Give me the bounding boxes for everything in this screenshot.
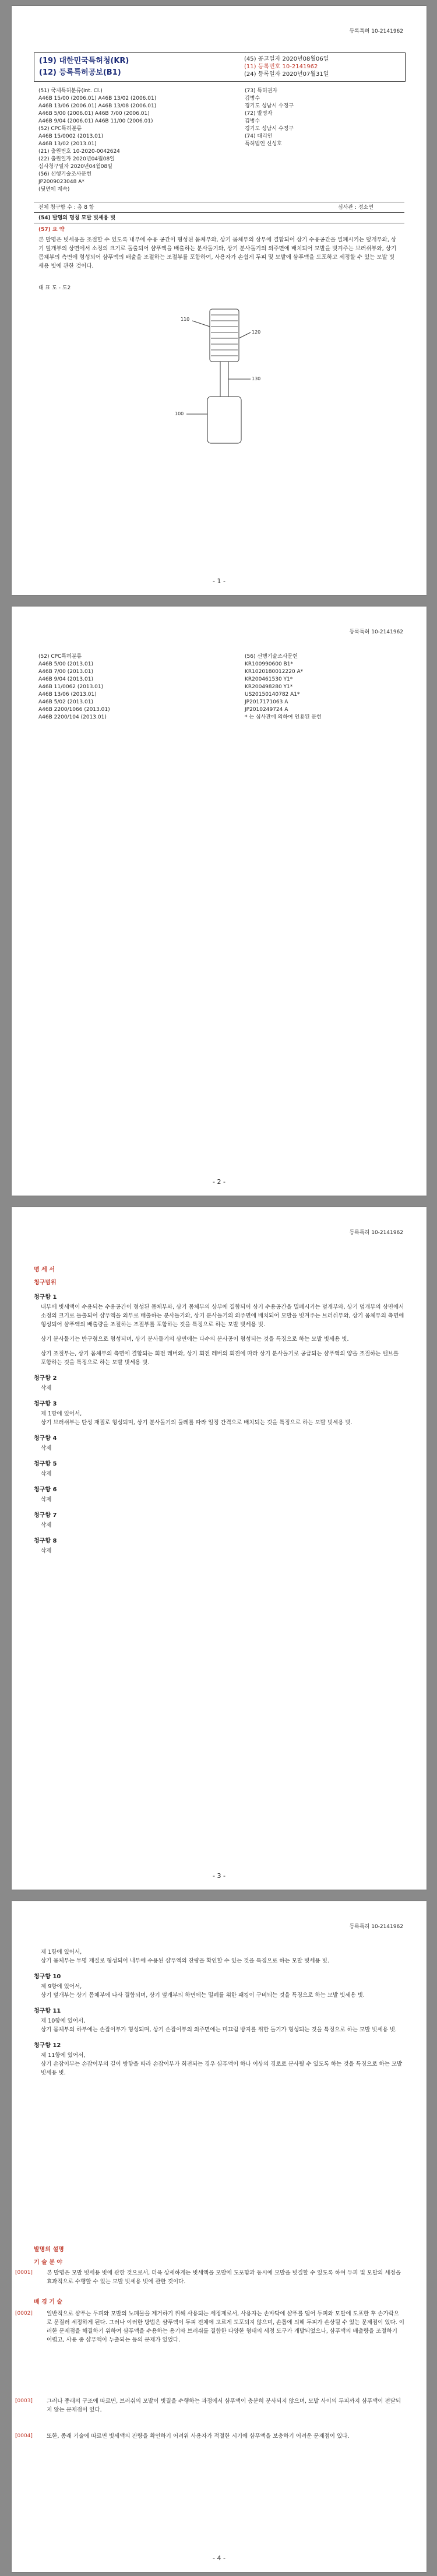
claim	[34, 1971, 404, 2000]
biblio-line: (56) 선행기술조사문헌	[245, 654, 298, 660]
field-text: 본 발명은 모발 빗세용 빗에 관한 것으로서, 더욱 상세하게는 빗세액을 모발에 도포함과 동시에 모발을 빗질할 수 있도록 하여 두피 및 모발의 세정을 효과적으로 수행할 수 있는 모발 빗세용 빗에 관한 것이다.	[47, 2270, 401, 2285]
patent-page-4	[12, 1901, 427, 2572]
biblio-line: (뒷면에 계속)	[38, 187, 70, 192]
claim-text: 삭제	[41, 1496, 52, 1503]
svg-text:120: 120	[252, 330, 261, 335]
rep-figure-label: 대 표 도 - 도2	[38, 285, 71, 291]
claim	[34, 1292, 404, 1329]
claim-text: 내부에 빗세액이 수용되는 수용공간이 형성된 몸체부와, 상기 몸체부의 상부에 결합되어 상기 수용공간을 밀폐시키는 덮개부와, 상기 덮개부의 상면에서 소정의 크기로 돌출되어 샴푸액을 외부로 배출하는 분사돌기와, 상기 분사돌기의 외주면에 배치되어 모발을 빗겨주는 브러쉬부와, 상기 몸체부의 측면에 형성되어 샴푸액의 배출량을 조절하는 조절부를 포함하는 것을 특징으로 하는 모발 빗세용 빗.	[41, 1304, 404, 1328]
pub-date: (45) 공고일자 2020년08월06일	[244, 56, 329, 62]
bg-title: 배 경 기 술	[34, 2299, 63, 2305]
desc-title: 발명의 설명	[34, 2246, 64, 2253]
biblio-line: A46B 9/04 (2013.01)	[38, 677, 93, 682]
biblio-line: A46B 11/0062 (2013.01)	[38, 684, 104, 690]
claim	[34, 1335, 404, 1344]
header-box	[34, 52, 406, 82]
page2-right	[245, 653, 408, 721]
claim-text: 삭제	[41, 1548, 52, 1554]
svg-text:100: 100	[175, 411, 184, 416]
claims-list	[34, 1292, 404, 1561]
biblio-line: US20150140782 A1*	[245, 692, 300, 698]
claim-text: 제 11항에 있어서, 상기 손잡이부는 손잡이부의 길이 방향을 따라 손잡이부가 회전되는 경우 샴푸액이 하나 이상의 경로로 분사될 수 있도록 하는 것을 특징으로 하는 모발 빗세용 빗.	[41, 2052, 403, 2076]
biblio-line: JP2017171063 A	[245, 699, 288, 705]
biblio-line: (51) 국제특허분류(Int. Cl.)	[38, 88, 103, 94]
registration-number: 등록특허 10-2141962	[349, 629, 403, 635]
registration-number: 등록특허 10-2141962	[349, 1924, 403, 1930]
patent-page-3	[12, 1207, 427, 1890]
claim-text: 상기 분사돌기는 반구형으로 형성되며, 상기 분사돌기의 상면에는 다수의 분사공이 형성되는 것을 특징으로 하는 모발 빗세용 빗.	[41, 1336, 349, 1343]
biblio-line: (72) 발명자	[245, 111, 273, 117]
claim-heading: 청구항 4	[34, 1435, 57, 1442]
biblio-line: A46B 2200/104 (2013.01)	[38, 714, 107, 720]
claim-heading: 청구항 3	[34, 1401, 57, 1407]
invention-title: (54) 발명의 명칭 모발 빗세용 빗	[38, 215, 116, 221]
biblio-line: KR200498280 Y1*	[245, 684, 293, 690]
biblio-line: (21) 출원번호 10-2020-0042624	[38, 149, 120, 155]
office-line: (19) 대한민국특허청(KR)	[39, 57, 129, 65]
abstract-label: (57) 요 약	[38, 227, 65, 233]
claim	[34, 1459, 404, 1478]
gazette-line: (12) 등록특허공보(B1)	[39, 68, 121, 77]
biblio-line: JP2010249724 A	[245, 707, 288, 713]
reg-date: (24) 등록일자 2020년07월31일	[244, 71, 329, 78]
biblio-line: A46B 5/00 (2013.01)	[38, 661, 93, 667]
claim-heading: 청구항 10	[34, 1974, 61, 1980]
para-4-text: 또한, 종래 기술에 따르면 빗세액의 잔량을 확인하기 어려워 사용자가 적절한 시기에 샴푸액을 보충하기 어려운 문제점이 있다.	[47, 2433, 350, 2440]
registration-number: 등록특허 10-2141962	[349, 29, 403, 34]
svg-text:130: 130	[252, 376, 261, 381]
claim-heading: 청구항 2	[34, 1375, 57, 1382]
header-right	[244, 55, 329, 78]
claims-count: 전체 청구항 수 : 총 8 항	[38, 205, 94, 211]
claim	[34, 2040, 404, 2077]
biblio-line: KR1020180012220 A*	[245, 669, 304, 675]
biblio-line: A46B 13/02 (2013.01)	[38, 141, 97, 147]
biblio-line: A46B 9/04 (2006.01) A46B 11/00 (2006.01)	[38, 118, 153, 124]
page-number: - 4 -	[213, 2554, 225, 2562]
claim-heading: 청구항 11	[34, 2008, 61, 2014]
biblio-line: (74) 대리인	[245, 134, 273, 139]
patent-page-2	[12, 607, 427, 1196]
claims-title: 청구범위	[34, 1280, 57, 1286]
claim-text: 제 10항에 있어서, 상기 몸체부의 하부에는 손잡이부가 형성되며, 상기 손잡이부의 외주면에는 미끄럼 방지를 위한 돌기가 형성되는 것을 특징으로 하는 모발 빗세용 빗.	[41, 2018, 397, 2033]
claim	[34, 1510, 404, 1530]
claim-text: 삭제	[41, 1385, 52, 1392]
claim-text: 제 9항에 있어서, 상기 덮개부는 상기 몸체부에 나사 결합되며, 상기 덮개부의 하면에는 밀폐를 위한 패킹이 구비되는 것을 특징으로 하는 모발 빗세용 빗.	[41, 1983, 365, 1999]
claim-text: 제 1항에 있어서, 상기 몸체부는 투명 재질로 형성되어 내부에 수용된 샴푸액의 잔량을 확인할 수 있는 것을 특징으로 하는 모발 빗세용 빗.	[41, 1949, 329, 1964]
claim-text: 삭제	[41, 1471, 52, 1477]
divider	[34, 212, 404, 213]
biblio-line: A46B 13/06 (2006.01) A46B 13/08 (2006.01)	[38, 103, 157, 109]
abstract-text: 본 발명은 빗세용을 조절할 수 있도록 내부에 수용 공간이 형성된 몸체부와, 상기 몸체부의 상부에 결합되어 상기 수용공간을 밀폐시키는 덮개부와, 상기 덮개부의 상면에서 소정의 크기로 돌출되어 샴푸액을 배출하는 분사돌기와, 상기 분사돌기의 외주면에 배치되어 모발을 빗겨주는 브러쉬부와, 상기 몸체부의 측면에 형성되어 샴푸액의 배출을 조절하는 조절부를 포함하여, 사용자가 손쉽게 두피 및 모발에 샴푸액을 도포하고 세정할 수 있는 모발 빗세용 빗에 관한 것이다.	[38, 237, 397, 269]
claim-heading: 청구항 5	[34, 1461, 57, 1467]
examiner: 심사관 : 정소연	[338, 205, 373, 211]
biblio-line: * 는 심사관에 의하여 인용된 문헌	[245, 714, 322, 720]
biblio-line: A46B 7/00 (2013.01)	[38, 669, 93, 675]
claim-heading: 청구항 8	[34, 1538, 57, 1544]
biblio-line: A46B 5/00 (2006.01) A46B 7/00 (2006.01)	[38, 111, 150, 117]
page-number: - 1 -	[213, 577, 225, 585]
para-num: [0002]	[15, 2311, 33, 2316]
biblio-line: KR100990600 B1*	[245, 661, 293, 667]
biblio-line: A46B 15/00 (2006.01) A46B 13/02 (2006.01)	[38, 96, 157, 101]
biblio-line: (73) 특허권자	[245, 88, 278, 94]
biblio-line: 김병수	[245, 96, 260, 101]
header-left	[39, 55, 129, 79]
claim	[34, 1373, 404, 1393]
biblio-left	[38, 87, 213, 194]
biblio-line: A46B 13/06 (2013.01)	[38, 692, 97, 698]
claim-heading: 청구항 6	[34, 1487, 57, 1493]
biblio-line: 김병수	[245, 118, 260, 124]
biblio-right	[245, 87, 408, 148]
page-number: - 2 -	[213, 1178, 225, 1186]
claim	[34, 2006, 404, 2034]
claim	[34, 1484, 404, 1504]
biblio-line: 특허법인 신성호	[245, 141, 282, 147]
claim-text: 삭제	[41, 1522, 52, 1529]
para-num: [0004]	[15, 2433, 33, 2439]
para-3-text: 그러나 종래의 구조에 따르면, 브러쉬의 모발이 빗질을 수행하는 과정에서 샴푸액이 충분히 분사되지 않으며, 모발 사이의 두피까지 샴푸액이 전달되지 않는 문제점이 있다.	[47, 2398, 401, 2413]
claim	[34, 1536, 404, 1555]
patent-page-1	[12, 6, 427, 595]
field-title: 기 술 분 야	[34, 2259, 63, 2266]
claim-heading: 청구항 1	[34, 1294, 57, 1301]
claim-heading: 청구항 12	[34, 2042, 61, 2049]
page-number: - 3 -	[213, 1872, 225, 1880]
biblio-line: KR200461530 Y1*	[245, 677, 293, 682]
claim	[34, 1350, 404, 1367]
claim	[34, 1433, 404, 1453]
claim	[34, 1399, 404, 1427]
biblio-line: 심사청구일자 2020년04월08일	[38, 164, 112, 170]
registration-number: 등록특허 10-2141962	[349, 1230, 403, 1236]
reg-no: (11) 등록번호 10-2141962	[244, 64, 318, 70]
biblio-line: A46B 5/02 (2013.01)	[38, 699, 93, 705]
bg-text: 일반적으로 샴푸는 두피와 모발의 노폐물을 제거하기 위해 사용되는 세정제로서, 사용자는 손바닥에 샴푸를 덜어 두피와 모발에 도포한 후 손가락으로 문질러 세정하게 된다. 그러나 이러한 방법은 샴푸액이 두피 전체에 고르게 도포되지 않으며, 손톱에 의해 두피가 손상될 수 있는 문제점이 있다. 이러한 문제점을 해결하기 위하여 샴푸액을 수용하는 용기와 브러쉬를 결합한 다양한 형태의 세정 도구가 개발되었으나, 샴푸액의 배출량을 조절하기 어렵고, 사용 중 샴푸액이 누출되는 등의 문제가 있었다.	[47, 2311, 404, 2343]
biblio-line: (22) 출원일자 2020년04월08일	[38, 156, 115, 162]
biblio-line: (52) CPC특허분류	[38, 126, 82, 132]
para-num: [0003]	[15, 2398, 33, 2404]
biblio-line: JP2009023048 A*	[38, 179, 84, 185]
claim-text: 상기 조절부는, 상기 몸체부의 측면에 결합되는 회전 레버와, 상기 회전 레버의 회전에 따라 상기 분사돌기로 공급되는 샴푸액의 양을 조절하는 밸브를 포함하는 것을 특징으로 하는 모발 빗세용 빗.	[41, 1351, 399, 1366]
claim-text: 제 1항에 있어서, 상기 브러쉬부는 탄성 재질로 형성되며, 상기 분사돌기의 둘레를 따라 일정 간격으로 배치되는 것을 특징으로 하는 모발 빗세용 빗.	[41, 1411, 353, 1426]
biblio-line: (56) 선행기술조사문헌	[38, 171, 91, 177]
claim	[34, 1948, 404, 1965]
svg-text:110: 110	[181, 317, 190, 322]
claims-list-cont	[34, 1948, 404, 2083]
biblio-line: (52) CPC특허분류	[38, 654, 82, 660]
claim-heading: 청구항 7	[34, 1512, 57, 1519]
representative-drawing	[169, 297, 274, 449]
biblio-line: A46B 2200/1066 (2013.01)	[38, 707, 110, 713]
page2-left	[38, 653, 213, 721]
biblio-line: A46B 15/0002 (2013.01)	[38, 134, 104, 139]
claim-text: 삭제	[41, 1445, 52, 1452]
biblio-line: 경기도 성남시 수정구	[245, 126, 294, 132]
para-num: [0001]	[15, 2270, 33, 2276]
spec-title: 명 세 서	[34, 1267, 55, 1273]
biblio-line: 경기도 성남시 수정구	[245, 103, 294, 109]
